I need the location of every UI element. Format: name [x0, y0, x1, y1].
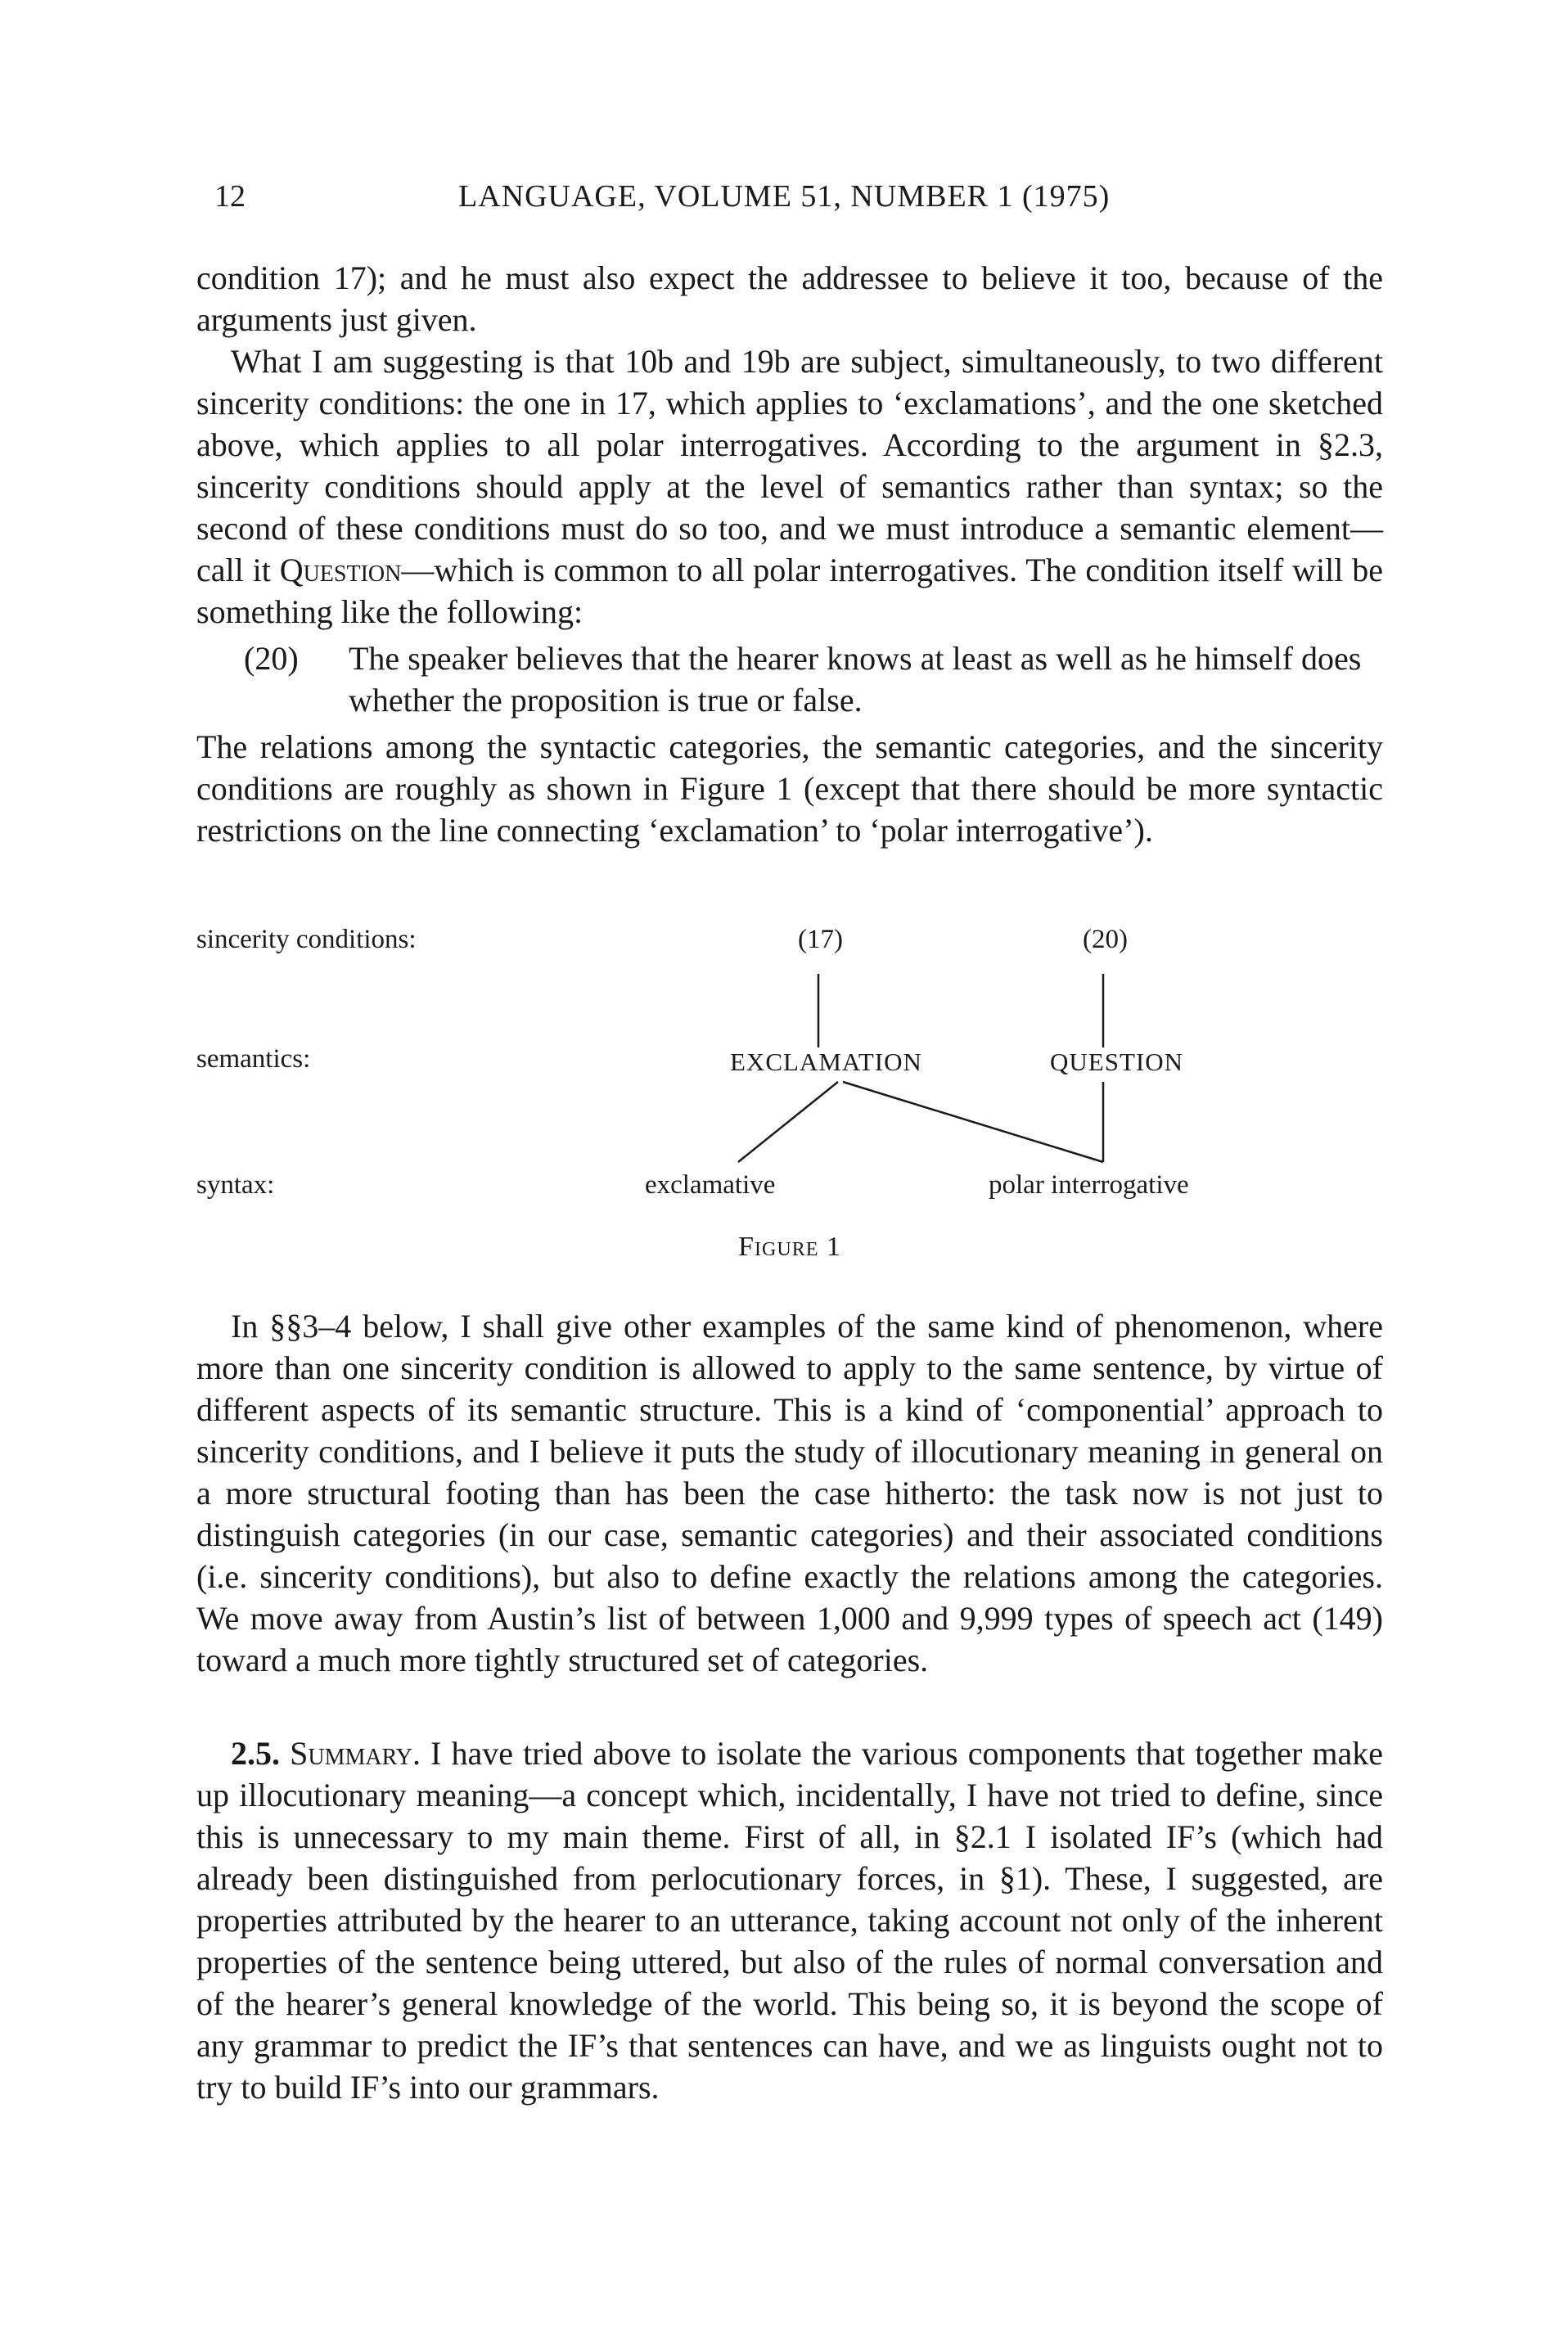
example-20 — [196, 637, 1383, 721]
node-condition-17: (17) — [798, 925, 843, 954]
label-semantics: semantics: — [196, 1044, 311, 1074]
paragraph: In §§3–4 below, I shall give other examples of the same kind of phenomenon, where more than one sincerity condition is allowed to apply to the same sentence, by virtue of different aspects of its semantic structure. This is a kind of ‘componential’ approach to sincerity conditions, and I believe it puts the study of illocutionary meaning in general on a more structural footing than has been the case hitherto: the task now is not just to distinguish categories (in our case, semantic categories) and their associated conditions (i.e. sincerity conditions), but also to define exactly the relations among the categories. We move away from Austin’s list of between 1,000 and 9,999 types of speech act (149) toward a much more tightly structured set of categories. — [196, 1308, 1383, 1678]
body-text-bottom — [196, 1732, 1383, 2108]
body-text-middle — [196, 1305, 1383, 1681]
paragraph-text: What I am suggesting is that 10b and 19b are subject, simultaneously, to two different sincerity conditions: the one in 17, which applies to ‘exclamations’, and the one sketched above, which applies to all polar interrogatives. According to the argument in §2.3, sincerity conditions should apply at the level of semantics rather than syntax; so the second of these conditions must do so too, and we must introduce a semantic element—call it — [196, 343, 1383, 588]
body-text-top — [196, 257, 1383, 851]
example-number: (20) — [244, 640, 299, 677]
line-exclamation-polar — [843, 1082, 1103, 1162]
paragraph: The relations among the syntactic categories, the semantic categories, and the sincerity conditions are roughly as shown in Figure 1 (except that there should be more syntactic restrictions on the line connecting ‘exclamation’ to ‘polar interrogative’). — [196, 728, 1383, 849]
term-question: Question — [279, 552, 402, 588]
figure-caption: Figure 1 — [738, 1232, 841, 1262]
section-text: I have tried above to isolate the various components that together make up illocutionary meaning—a concept which, incidentally, I have not tried to define, since this is unnecessary to my main theme. First of all, in §2.1 I isolated IF’s (which had already been distinguished from perlocutionary forces, in §1). These, I suggested, are properties attributed by the hearer to an utterance, taking account not only of the inherent properties of the sentence being uttered, but also of the rules of normal conversation and of the hearer’s general knowledge of the world. This being so, it is beyond the scope of any grammar to predict the IF’s that sentences can have, and we as linguists ought not to try to build IF’s into our grammars. — [196, 1735, 1383, 2106]
figure-1 — [196, 925, 1383, 1268]
paragraph — [196, 340, 1383, 633]
line-exclamation-exclamative — [738, 1082, 838, 1162]
section-number: 2.5. — [231, 1735, 280, 1772]
running-head — [196, 178, 1383, 227]
node-condition-20: (20) — [1083, 925, 1128, 954]
section-2-5 — [196, 1732, 1383, 2108]
label-sincerity-conditions: sincerity conditions: — [196, 925, 417, 954]
figure-lines — [196, 925, 1383, 1268]
node-exclamative: exclamative — [645, 1170, 776, 1200]
node-question: QUESTION — [1050, 1047, 1183, 1076]
section-heading: Summary. — [290, 1735, 421, 1772]
node-exclamation: EXCLAMATION — [730, 1047, 922, 1076]
paragraph: condition 17); and he must also expect the addressee to believe it too, because of the arguments just given. — [196, 259, 1383, 338]
paragraph-text: —which is common to all polar interrogatives. The condition itself will be something like the following: — [196, 552, 1384, 630]
example-text: The speaker believes that the hearer knows at least as well as he himself does whether the proposition is true or false. — [349, 640, 1362, 719]
journal-title: LANGUAGE, VOLUME 51, NUMBER 1 (1975) — [458, 179, 1111, 214]
node-polar-interrogative: polar interrogative — [989, 1170, 1189, 1200]
label-syntax: syntax: — [196, 1170, 275, 1200]
page-number: 12 — [214, 179, 246, 214]
